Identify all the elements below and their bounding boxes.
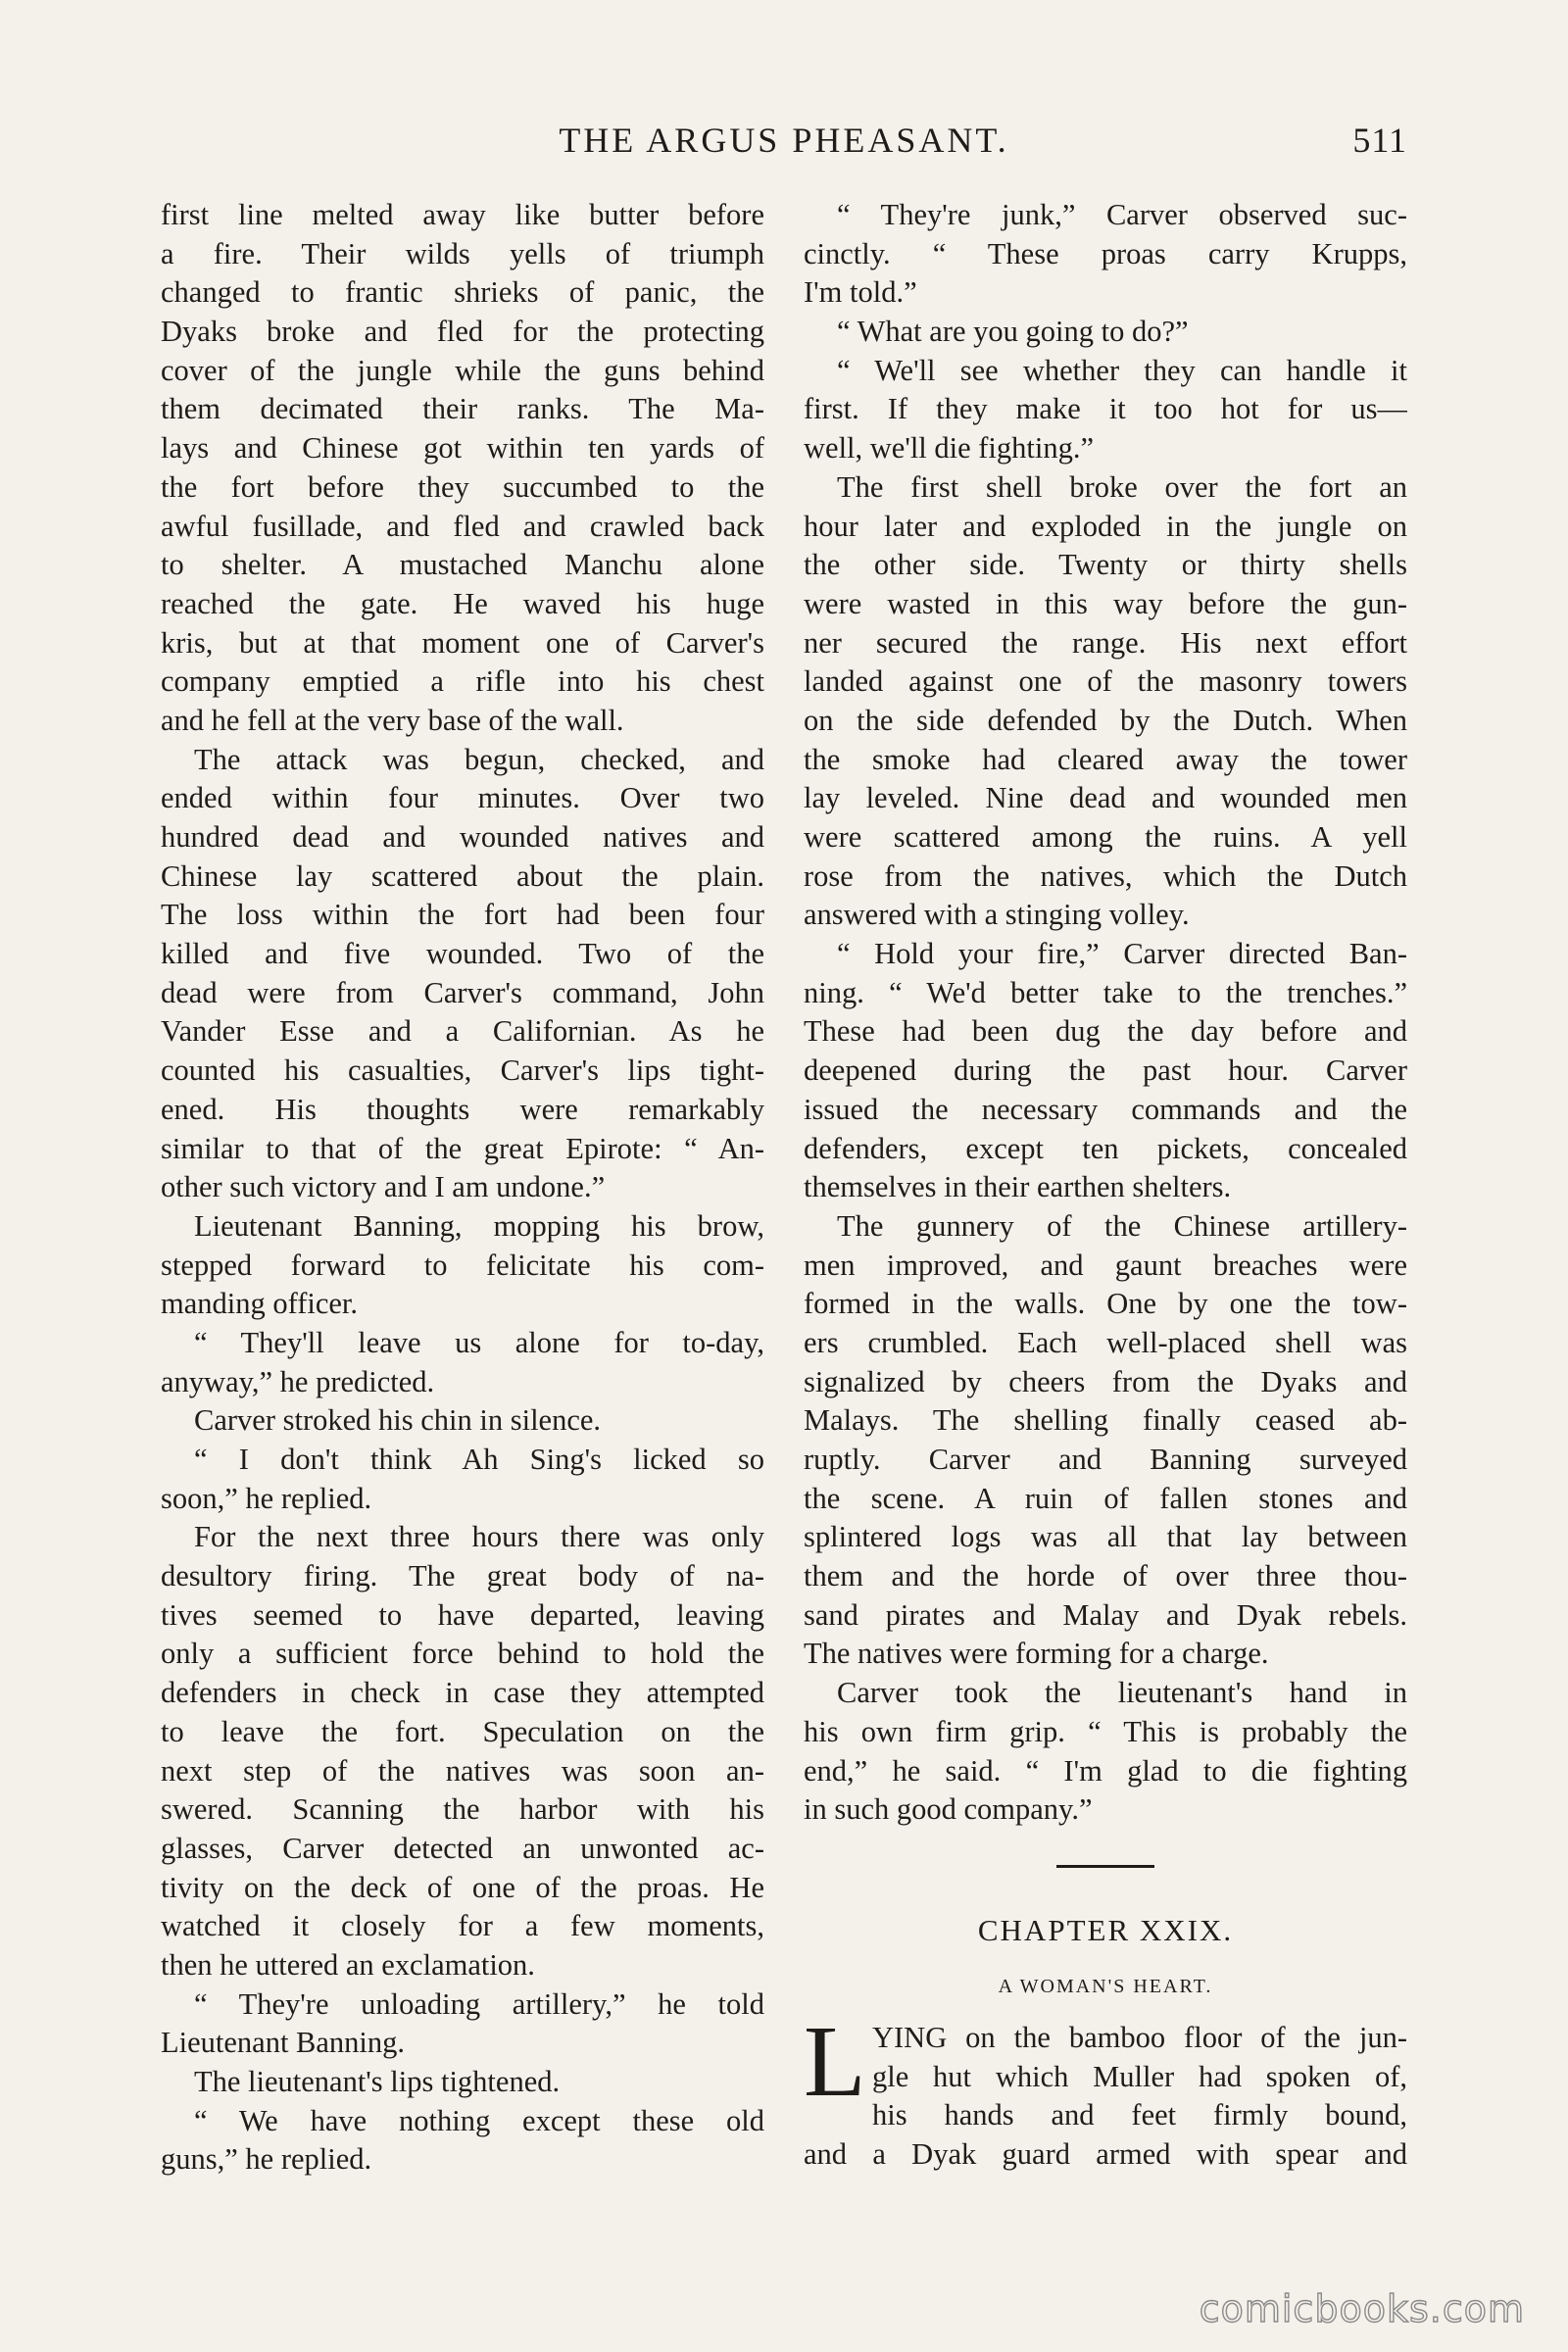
text-line: awful fusillade, and fled and crawled back <box>161 509 764 543</box>
text-line: the fort before they succumbed to the <box>161 469 764 504</box>
text-line: desultory firing. The great body of na- <box>161 1559 764 1593</box>
text-line: then he uttered an exclamation. <box>161 1947 535 1982</box>
text-line: watched it closely for a few moments, <box>161 1909 764 1943</box>
text-line: Carver took the lieutenant's hand in <box>837 1676 1407 1710</box>
text-line: company emptied a rifle into his chest <box>161 664 764 699</box>
text-line: ers crumbled. Each well-placed shell was <box>804 1325 1407 1359</box>
text-line: changed to frantic shrieks of panic, the <box>161 275 764 310</box>
text-line: “ They're unloading artillery,” he told <box>194 1986 764 2021</box>
text-line: tives seemed to have departed, leaving <box>161 1597 764 1632</box>
text-line: hundred dead and wounded natives and <box>161 820 764 854</box>
text-line: Malays. The shelling finally ceased ab- <box>804 1403 1407 1438</box>
text-line: counted his casualties, Carver's lips tight- <box>161 1054 764 1088</box>
text-line: Lieutenant Banning, mopping his brow, <box>194 1208 764 1243</box>
text-line: to shelter. A mustached Manchu alone <box>161 548 764 582</box>
text-line: them decimated their ranks. The Ma- <box>161 392 764 426</box>
text-line: themselves in their earthen shelters. <box>804 1170 1232 1204</box>
text-line: The loss within the fort had been four <box>161 898 764 932</box>
text-line: and a Dyak guard armed with spear and <box>804 2136 1407 2171</box>
text-line: issued the necessary commands and the <box>804 1092 1407 1126</box>
text-line: signalized by cheers from the Dyaks and <box>804 1364 1407 1398</box>
text-line: “ We have nothing except these old <box>194 2103 764 2137</box>
chapter-title: CHAPTER XXIX. <box>977 1912 1234 1947</box>
text-line: ning. “ We'd better take to the trenches.” <box>804 975 1407 1009</box>
text-line: reached the gate. He waved his huge <box>161 586 764 620</box>
drop-cap-letter: L <box>804 2004 866 2118</box>
text-line: well, we'll die fighting.” <box>804 431 1095 466</box>
text-line: ner secured the range. His next effort <box>804 625 1407 660</box>
text-line: Lieutenant Banning. <box>161 2026 406 2060</box>
text-line: “ Hold your fire,” Carver directed Ban- <box>837 937 1407 971</box>
text-line: For the next three hours there was only <box>194 1520 764 1554</box>
text-line: defenders in check in case they attempted <box>161 1676 764 1710</box>
text-line: next step of the natives was soon an- <box>161 1753 764 1788</box>
text-line: Vander Esse and a Californian. As he <box>161 1014 764 1049</box>
text-line: gle hut which Muller had spoken of, <box>872 2059 1407 2093</box>
text-line: similar to that of the great Epirote: “ An- <box>161 1131 764 1165</box>
text-line: lay leveled. Nine dead and wounded men <box>804 781 1407 815</box>
chapter-subtitle: A WOMAN'S HEART. <box>998 1975 1213 1997</box>
text-line: deepened during the past hour. Carver <box>804 1054 1407 1088</box>
text-line: manding officer. <box>161 1287 359 1321</box>
text-line: them and the horde of over three thou- <box>804 1559 1407 1593</box>
text-line: the scene. A ruin of fallen stones and <box>804 1481 1407 1515</box>
text-line: his own firm grip. “ This is probably the <box>804 1714 1407 1748</box>
text-line: end,” he said. “ I'm glad to die fighting <box>804 1753 1407 1788</box>
text-line: “ What are you going to do?” <box>837 315 1189 349</box>
text-line: ended within four minutes. Over two <box>161 781 764 815</box>
text-line: “ I don't think Ah Sing's licked so <box>194 1443 764 1476</box>
right-column <box>804 196 1407 2175</box>
text-line: soon,” he replied. <box>161 1481 372 1515</box>
text-line: were scattered among the ruins. A yell <box>804 820 1407 854</box>
text-line: “ They're junk,” Carver observed suc- <box>837 198 1407 231</box>
text-line: on the side defended by the Dutch. When <box>804 703 1407 737</box>
text-line: tivity on the deck of one of the proas. He <box>161 1870 764 1904</box>
right-column-body <box>804 196 1407 1830</box>
text-line: cinctly. “ These proas carry Krupps, <box>804 236 1407 270</box>
watermark: comicbooks.com <box>1199 2287 1525 2330</box>
text-line: first line melted away like butter before <box>161 198 764 231</box>
page-number: 511 <box>1352 121 1407 160</box>
left-column <box>161 196 764 2180</box>
text-line: Dyaks broke and fled for the protecting <box>161 315 764 349</box>
text-line: swered. Scanning the harbor with his <box>161 1792 764 1827</box>
text-line: guns,” he replied. <box>161 2142 372 2177</box>
text-line: These had been dug the day before and <box>804 1014 1407 1049</box>
text-line: stepped forward to felicitate his com- <box>161 1248 764 1282</box>
text-line: anyway,” he predicted. <box>161 1364 435 1398</box>
text-line: to leave the fort. Speculation on the <box>161 1714 764 1748</box>
text-line: formed in the walls. One by one the tow- <box>804 1287 1407 1321</box>
text-line: YING on the bamboo floor of the jun- <box>872 2020 1407 2054</box>
text-line: I'm told.” <box>804 275 917 310</box>
text-line: cover of the jungle while the guns behind <box>161 353 764 387</box>
text-line: “ They'll leave us alone for to-day, <box>194 1325 764 1359</box>
text-line: kris, but at that moment one of Carver's <box>161 625 764 660</box>
text-line: first. If they make it too hot for us— <box>804 392 1407 426</box>
text-line: hour later and exploded in the jungle on <box>804 509 1407 543</box>
text-line: in such good company.” <box>804 1792 1093 1827</box>
text-line: sand pirates and Malay and Dyak rebels. <box>804 1597 1407 1632</box>
text-line: The natives were forming for a charge. <box>804 1637 1269 1671</box>
text-line: landed against one of the masonry towers <box>804 664 1407 699</box>
text-line: lays and Chinese got within ten yards of <box>161 431 764 466</box>
text-line: Carver stroked his chin in silence. <box>194 1403 602 1438</box>
text-line: a fire. Their wilds yells of triumph <box>161 236 764 270</box>
text-line: ened. His thoughts were remarkably <box>161 1092 764 1126</box>
text-line: The first shell broke over the fort an <box>837 469 1407 504</box>
text-line: his hands and feet firmly bound, <box>872 2098 1407 2132</box>
text-line: The lieutenant's lips tightened. <box>194 2065 561 2098</box>
text-line: the smoke had cleared away the tower <box>804 742 1407 776</box>
chapter-divider-rule <box>1056 1865 1154 1868</box>
text-line: were wasted in this way before the gun- <box>804 586 1407 620</box>
text-line: dead were from Carver's command, John <box>161 975 764 1009</box>
text-line: only a sufficient force behind to hold the <box>161 1637 764 1671</box>
text-line: The gunnery of the Chinese artillery- <box>837 1208 1407 1243</box>
text-line: other such victory and I am undone.” <box>161 1170 606 1204</box>
text-line: Chinese lay scattered about the plain. <box>161 858 764 893</box>
text-line: the other side. Twenty or thirty shells <box>804 548 1407 582</box>
text-line: ruptly. Carver and Banning surveyed <box>804 1443 1407 1476</box>
text-line: answered with a stinging volley. <box>804 898 1190 932</box>
text-line: and he fell at the very base of the wall. <box>161 703 624 737</box>
running-title: THE ARGUS PHEASANT. <box>559 121 1009 160</box>
text-line: “ We'll see whether they can handle it <box>837 353 1407 387</box>
text-line: killed and five wounded. Two of the <box>161 937 764 971</box>
chapter-opening-paragraph <box>804 2004 1407 2175</box>
text-line: The attack was begun, checked, and <box>194 742 764 776</box>
text-line: men improved, and gaunt breaches were <box>804 1248 1407 1282</box>
text-line: splintered logs was all that lay between <box>804 1520 1407 1554</box>
running-header <box>161 120 1407 169</box>
text-line: glasses, Carver detected an unwonted ac- <box>161 1831 764 1865</box>
text-line: rose from the natives, which the Dutch <box>804 858 1407 893</box>
text-line: defenders, except ten pickets, concealed <box>804 1131 1407 1165</box>
